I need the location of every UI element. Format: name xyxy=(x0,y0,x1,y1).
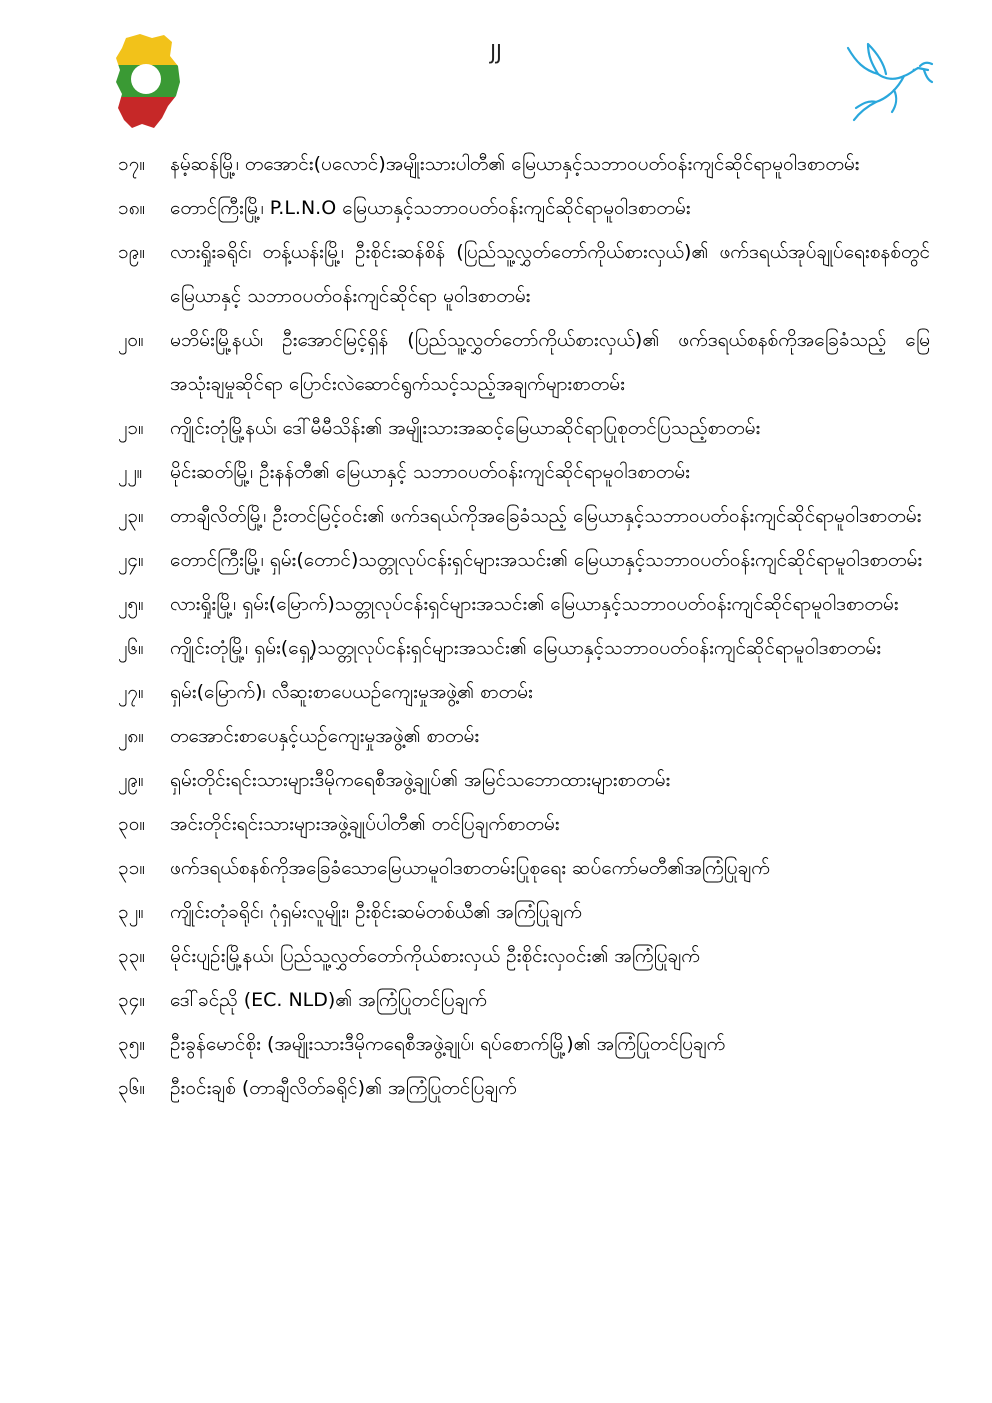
list-item xyxy=(118,934,930,978)
list-item xyxy=(118,230,930,318)
item-number: ၃၄။ xyxy=(118,989,146,1011)
list-item xyxy=(118,494,930,538)
item-text: ဦးခွန်မောင်စိုး (အမျိုးသားဒီမိုကရေစီအဖွဲ့ချုပ်၊ ရပ်စောက်မြို့)၏ အကြံပြုတင်ပြချက် xyxy=(170,1033,726,1055)
item-text: ကျိုင်းတုံခရိုင်၊ ဂုံရှမ်းလူမျိုး၊ ဦးစိုင်းဆမ်တစ်ယီ၏ အကြံပြုချက် xyxy=(170,901,582,923)
list-item xyxy=(118,450,930,494)
item-text: တအောင်းစာပေနှင့်ယဉ်ကျေးမှုအဖွဲ့၏ စာတမ်း xyxy=(170,725,480,747)
item-text: လားရှိုးခရိုင်၊ တန့်ယန်းမြို့၊ ဦးစိုင်းဆန်စိန် (ပြည်သူ့လွှတ်တော်ကိုယ်စားလှယ်)၏ ဖက်ဒရယ်အုပ်ချုပ်ရေးစနစ်တွင် မြေယာနှင့် သဘာဝပတ်ဝန်းကျင်ဆိုင်ရာ မူဝါဒစာတမ်း xyxy=(170,241,930,307)
reference-list xyxy=(118,142,930,1110)
list-item xyxy=(118,1066,930,1110)
list-item xyxy=(118,582,930,626)
item-text: အင်းတိုင်းရင်းသားများအဖွဲ့ချုပ်ပါတီ၏ တင်ပြချက်စာတမ်း xyxy=(170,813,560,835)
item-number: ၂၂။ xyxy=(118,461,143,483)
list-item xyxy=(118,406,930,450)
item-number: ၂၈။ xyxy=(118,725,144,747)
item-number: ၂၉။ xyxy=(118,769,144,791)
item-number: ၃၅။ xyxy=(118,1033,146,1055)
list-item xyxy=(118,846,930,890)
item-text: ကျိုင်းတုံမြို့နယ်၊ ဒေါ်မီမီသိန်း၏ အမျိုးသားအဆင့်မြေယာဆိုင်ရာပြုစုတင်ပြသည့်စာတမ်း xyxy=(170,417,761,439)
item-number: ၁၇။ xyxy=(118,153,146,175)
item-text: နမ့်ဆန်မြို့၊ တအောင်း(ပလောင်)အမျိုးသားပါတီ၏ မြေယာနှင့်သဘာဝပတ်ဝန်းကျင်ဆိုင်ရာမူဝါဒစာတမ်း xyxy=(170,153,860,175)
item-text: ဒေါ်ခင်ညို (EC. NLD)၏ အကြံပြုတင်ပြချက် xyxy=(170,989,487,1011)
list-item xyxy=(118,142,930,186)
item-text: ဖက်ဒရယ်စနစ်ကိုအခြေခံသောမြေယာမူဝါဒစာတမ်းပြုစုရေး ဆပ်ကော်မတီ၏အကြံပြုချက် xyxy=(170,857,770,879)
item-text: မိုင်းဆတ်မြို့၊ ဦးနန်တီ၏ မြေယာနှင့် သဘာဝပတ်ဝန်းကျင်ဆိုင်ရာမူဝါဒစာတမ်း xyxy=(170,461,690,483)
list-item xyxy=(118,978,930,1022)
item-text: တောင်ကြီးမြို့၊ ရှမ်း(တောင်)သတ္တုလုပ်ငန်းရှင်များအသင်း၏ မြေယာနှင့်သဘာဝပတ်ဝန်းကျင်ဆိုင်ရာမူဝါဒစာတမ်း xyxy=(170,549,923,571)
list-item xyxy=(118,1022,930,1066)
page-number: JJ xyxy=(490,40,502,64)
list-item xyxy=(118,802,930,846)
item-number: ၂၆။ xyxy=(118,637,144,659)
item-text: လားရှိုးမြို့၊ ရှမ်း(မြောက်)သတ္တုလုပ်ငန်းရှင်များအသင်း၏ မြေယာနှင့်သဘာဝပတ်ဝန်းကျင်ဆိုင်ရာမူဝါဒစာတမ်း xyxy=(170,593,899,615)
item-text: ကျိုင်းတုံမြို့၊ ရှမ်း(ရှေ့)သတ္တုလုပ်ငန်းရှင်များအသင်း၏ မြေယာနှင့်သဘာဝပတ်ဝန်းကျင်ဆိုင်ရာမူဝါဒစာတမ်း xyxy=(170,637,882,659)
list-item xyxy=(118,670,930,714)
dove-icon xyxy=(838,40,934,122)
item-text: ဦးဝင်းချစ် (တာချီလိတ်ခရိုင်)၏ အကြံပြုတင်ပြချက် xyxy=(170,1077,517,1099)
list-item xyxy=(118,538,930,582)
list-item xyxy=(118,186,930,230)
item-text: ရှမ်း(မြောက်)၊ လီဆူးစာပေယဉ်ကျေးမှုအဖွဲ့၏ စာတမ်း xyxy=(170,681,533,703)
item-number: ၁၈။ xyxy=(118,197,146,219)
item-number: ၃၃။ xyxy=(118,945,146,967)
item-text: မဘိမ်းမြို့နယ်၊ ဦးအောင်မြင့်ရှိန် (ပြည်သူ့လွှတ်တော်ကိုယ်စားလှယ်)၏ ဖက်ဒရယ်စနစ်ကိုအခြေခံသည့် မြေအသုံးချမှုဆိုင်ရာ ပြောင်းလဲဆောင်ရွက်သင့်သည့်အချက်များစာတမ်း xyxy=(170,329,930,395)
item-text: တာချီလိတ်မြို့၊ ဦးတင်မြင့်ဝင်း၏ ဖက်ဒရယ်ကိုအခြေခံသည့် မြေယာနှင့်သဘာဝပတ်ဝန်းကျင်ဆိုင်ရာမူဝါဒစာတမ်း xyxy=(170,505,922,527)
item-number: ၂၇။ xyxy=(118,681,144,703)
item-number: ၃၂။ xyxy=(118,901,144,923)
item-number: ၂၁။ xyxy=(118,417,144,439)
item-number: ၃၀။ xyxy=(118,813,146,835)
item-number: ၁၉။ xyxy=(118,241,146,263)
list-item xyxy=(118,714,930,758)
list-item xyxy=(118,626,930,670)
item-text: ရှမ်းတိုင်းရင်းသားများဒီမိုကရေစီအဖွဲ့ချုပ်၏ အမြင်သဘောထားများစာတမ်း xyxy=(170,769,671,791)
item-number: ၃၁။ xyxy=(118,857,146,879)
item-text: တောင်ကြီးမြို့၊ P.L.N.O မြေယာနှင့်သဘာဝပတ်ဝန်းကျင်ဆိုင်ရာမူဝါဒစာတမ်း xyxy=(170,197,691,219)
item-number: ၂၅။ xyxy=(118,593,144,615)
list-item xyxy=(118,318,930,406)
item-text: မိုင်းပျဉ်းမြို့နယ်၊ ပြည်သူ့လွှတ်တော်ကိုယ်စားလှယ် ဦးစိုင်းလှဝင်း၏ အကြံပြုချက် xyxy=(170,945,700,967)
list-item xyxy=(118,890,930,934)
item-number: ၃၆။ xyxy=(118,1077,146,1099)
item-number: ၂၃။ xyxy=(118,505,144,527)
list-item xyxy=(118,758,930,802)
item-number: ၂၀။ xyxy=(118,329,144,351)
item-number: ၂၄။ xyxy=(118,549,144,571)
map-emblem-icon xyxy=(112,32,182,130)
